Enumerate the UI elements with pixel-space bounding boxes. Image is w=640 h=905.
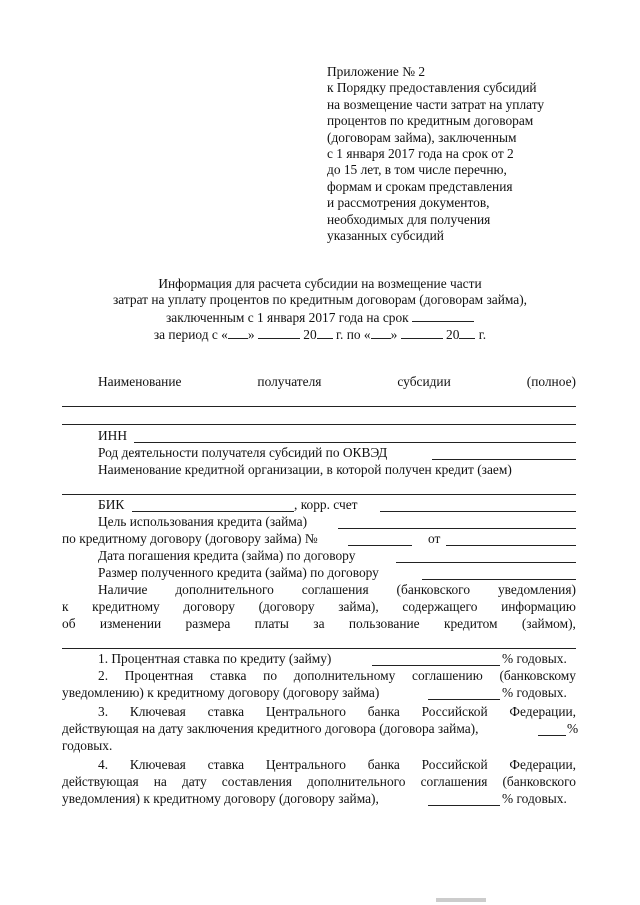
word: на <box>153 774 167 789</box>
word: пользование <box>348 616 420 631</box>
word: кредитом <box>443 616 498 631</box>
title-line-3 <box>0 309 640 326</box>
item-2-field[interactable] <box>428 699 500 700</box>
appendix-line: необходимых для получения <box>327 211 491 227</box>
word: Центрального <box>265 757 346 772</box>
supplement-line-2 <box>62 599 576 615</box>
item-4-line-3: уведомления) к кредитному договору (договору займа), <box>62 791 379 806</box>
word: 3. <box>98 704 109 719</box>
contract-number-field[interactable] <box>348 545 412 546</box>
word: договору <box>183 599 235 614</box>
word: Процентная <box>124 668 194 683</box>
word: дату <box>181 774 207 789</box>
corr-account-field[interactable] <box>380 511 576 512</box>
label-word: Наименование <box>98 374 182 389</box>
word: (банковского <box>502 774 576 789</box>
item-3-line-3: годовых. <box>62 738 113 753</box>
contract-date-label: от <box>428 531 441 546</box>
word: Федерации, <box>509 757 576 772</box>
label-word: субсидии <box>397 374 451 389</box>
supplement-line-3 <box>62 616 576 632</box>
word: (банковскому <box>499 668 576 683</box>
word: (договору <box>258 599 315 614</box>
word: Центрального <box>265 704 346 719</box>
label-word: (полное) <box>526 374 576 389</box>
word: кредитному <box>92 599 160 614</box>
supplement-field[interactable] <box>62 648 576 649</box>
word: ставка <box>209 668 247 683</box>
appendix-line: и рассмотрения документов, <box>327 195 490 211</box>
word: Федерации, <box>509 704 576 719</box>
word: Наличие <box>98 582 148 597</box>
word: соглашения <box>301 582 369 597</box>
item-2-line-2: уведомлению) к кредитному договору (договору займа) <box>62 685 380 700</box>
period-from-month-field[interactable] <box>258 326 300 339</box>
word: платы <box>254 616 289 631</box>
word: по <box>263 668 278 683</box>
word: информацию <box>501 599 576 614</box>
word: за <box>313 616 325 631</box>
amount-label: Размер полученного кредита (займа) по договору <box>98 565 379 580</box>
word: займа), <box>338 599 379 614</box>
word: уведомления) <box>497 582 576 597</box>
period-year-prefix: 20 <box>446 327 460 343</box>
inn-field[interactable] <box>134 442 576 443</box>
title-line-1: Информация для расчета субсидии на возмещение части <box>158 276 482 291</box>
word: Ключевая <box>129 704 186 719</box>
word: дополнительного <box>307 774 406 789</box>
word: (займом), <box>521 616 576 631</box>
item-4-field[interactable] <box>428 805 500 806</box>
appendix-line: с 1 января 2017 года на срок от 2 <box>327 146 514 162</box>
recipient-name-line-2[interactable] <box>62 424 576 425</box>
appendix-line: на возмещение части затрат на уплату <box>327 96 545 112</box>
item-4-line-1 <box>98 757 576 773</box>
repay-field[interactable] <box>396 562 576 563</box>
appendix-line: (договорам займа), заключенным <box>327 129 517 145</box>
bik-field[interactable] <box>132 511 294 512</box>
item-2-line-1 <box>98 668 576 684</box>
item-2-unit: % годовых. <box>502 685 567 700</box>
word: соглашению <box>412 668 483 683</box>
label-word: получателя <box>257 374 322 389</box>
item-4-unit: % годовых. <box>502 791 567 806</box>
bik-label: БИК <box>98 497 125 512</box>
amount-field[interactable] <box>422 579 576 580</box>
period-to-month-field[interactable] <box>401 326 443 339</box>
term-field[interactable] <box>412 309 474 322</box>
purpose-field[interactable] <box>338 528 576 529</box>
appendix-line: Приложение № 2 <box>327 64 426 79</box>
item-1-field[interactable] <box>372 665 500 666</box>
document-title <box>0 276 640 344</box>
period-to-year-field[interactable] <box>459 326 475 339</box>
purpose-label: Цель использования кредита (займа) <box>98 514 308 529</box>
appendix-line: формам и срокам представления <box>327 178 513 194</box>
scan-artifact <box>436 898 486 902</box>
bank-field[interactable] <box>62 494 576 495</box>
item-4-line-2 <box>62 774 576 790</box>
item-1-unit: % годовых. <box>502 651 567 666</box>
period-line <box>0 326 640 343</box>
period-to-label: г. по « <box>336 327 371 343</box>
contract-label: по кредитному договору (договору займа) № <box>62 531 318 546</box>
period-from-year-field[interactable] <box>317 326 333 339</box>
period-quote: » <box>247 327 255 343</box>
okved-field[interactable] <box>432 459 576 460</box>
appendix-line: процентов по кредитным договорам <box>327 113 534 129</box>
word: составления <box>221 774 292 789</box>
period-to-day-field[interactable] <box>371 326 391 339</box>
word: 2. <box>98 668 109 683</box>
word: дополнительного <box>175 582 274 597</box>
item-3-line-2: действующая на дату заключения кредитного договора (договора займа), <box>62 721 479 736</box>
word: размера <box>185 616 231 631</box>
bank-label: Наименование кредитной организации, в которой получен кредит (заем) <box>98 462 512 477</box>
word: ставка <box>207 757 245 772</box>
period-year-suffix: г. <box>478 327 487 343</box>
word: дополнительному <box>293 668 396 683</box>
supplement-line-1 <box>98 582 576 598</box>
word: (банковского <box>396 582 471 597</box>
period-from-day-field[interactable] <box>228 326 248 339</box>
appendix-line: к Порядку предоставления субсидий <box>327 80 537 96</box>
word: об <box>62 616 76 631</box>
appendix-line: указанных субсидий <box>327 228 444 244</box>
recipient-name-label <box>98 374 576 390</box>
item-3-field[interactable] <box>538 735 566 736</box>
contract-date-field[interactable] <box>446 545 576 546</box>
word: Российской <box>421 704 488 719</box>
word: к <box>62 599 69 614</box>
title-line-3-text: заключенным с 1 января 2017 года на срок <box>165 309 409 325</box>
word: Российской <box>421 757 488 772</box>
word: изменении <box>99 616 162 631</box>
item-3-line-1 <box>98 704 576 720</box>
word: соглашения <box>420 774 488 789</box>
period-from-label: за период с « <box>153 327 228 343</box>
word: действующая <box>62 774 139 789</box>
title-line-2: затрат на уплату процентов по кредитным договорам (договорам займа), <box>112 292 528 308</box>
period-year-prefix: 20 <box>303 327 317 343</box>
okved-label: Род деятельности получателя субсидий по ОКВЭД <box>98 445 388 460</box>
word: 4. <box>98 757 109 772</box>
corr-account-label: , корр. счет <box>294 497 358 512</box>
word: содержащего <box>402 599 478 614</box>
appendix-header <box>327 64 617 244</box>
word: банка <box>367 704 400 719</box>
word: ставка <box>207 704 245 719</box>
appendix-line: до 15 лет, в том числе перечню, <box>327 162 507 178</box>
recipient-name-line-1[interactable] <box>62 406 576 407</box>
repay-label: Дата погашения кредита (займа) по договору <box>98 548 356 563</box>
inn-label: ИНН <box>98 428 128 443</box>
period-quote: » <box>390 327 398 343</box>
word: банка <box>367 757 400 772</box>
item-3-percent: % <box>567 721 579 736</box>
item-1-label: 1. Процентная ставка по кредиту (займу) <box>98 651 332 666</box>
word: Ключевая <box>129 757 186 772</box>
